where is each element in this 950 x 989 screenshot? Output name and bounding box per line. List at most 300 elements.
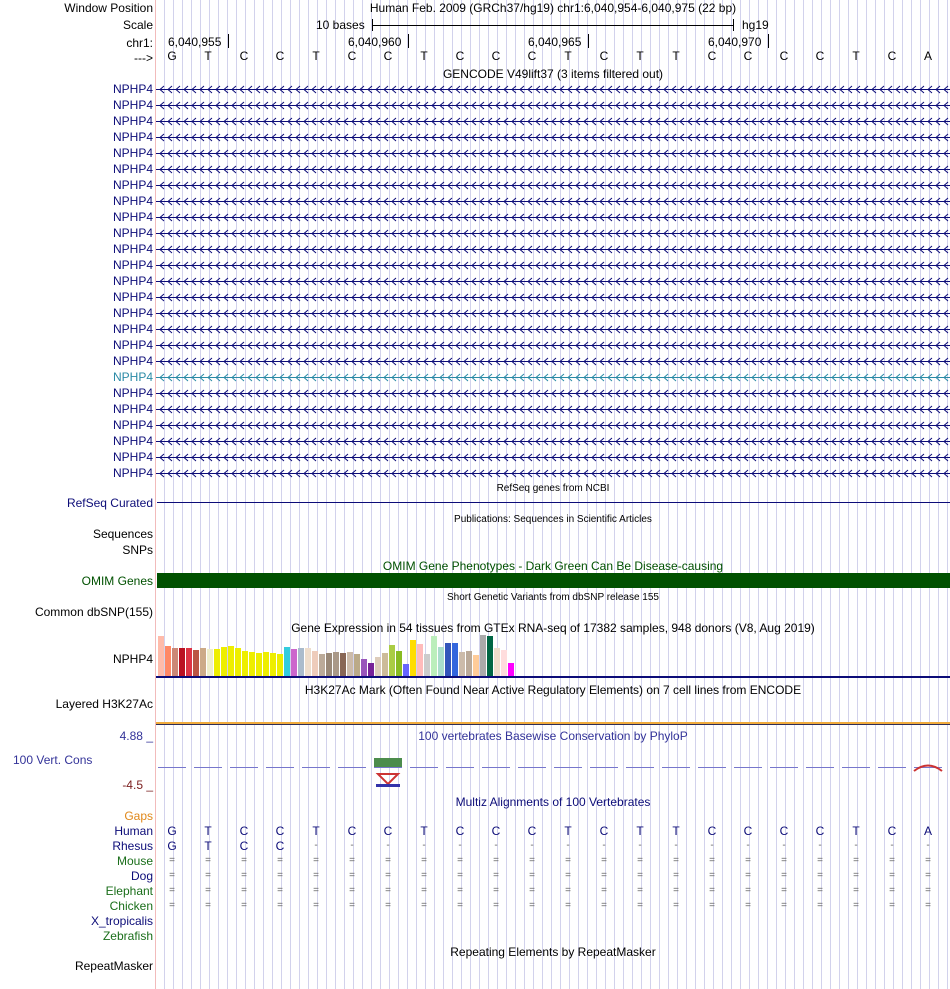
alignment-gap-symbol: =	[601, 900, 607, 911]
gencode-gene-label[interactable]: NPHP4	[112, 178, 153, 192]
alignment-gap-symbol: =	[277, 870, 283, 881]
alignment-base: C	[887, 824, 897, 838]
gtex-tissue-bar[interactable]	[354, 654, 360, 676]
alignment-gap-symbol: =	[205, 870, 211, 881]
gencode-gene-label[interactable]: NPHP4	[112, 82, 153, 96]
omim-gene-bar[interactable]	[157, 573, 950, 588]
alignment-gap-symbol: =	[853, 885, 859, 896]
phylop-zero-line	[374, 767, 402, 768]
omim-label[interactable]: OMIM Genes	[81, 574, 153, 588]
gtex-tissue-bar[interactable]	[340, 653, 346, 676]
gencode-gene-feature[interactable]	[156, 181, 950, 190]
gencode-gene-feature[interactable]	[156, 101, 950, 110]
alignment-gap-symbol: =	[673, 870, 679, 881]
ruler-tick-label: 6,040,970	[708, 35, 762, 49]
multiz-title: Multiz Alignments of 100 Vertebrates	[455, 795, 651, 809]
track-labels-column	[0, 0, 155, 989]
h3k27ac-title: H3K27Ac Mark (Often Found Near Active Regulatory Elements) on 7 cell lines from ENCODE	[304, 683, 802, 697]
gencode-gene-label[interactable]: NPHP4	[112, 306, 153, 320]
gtex-tissue-bar[interactable]	[158, 636, 164, 676]
gencode-gene-label[interactable]: NPHP4	[112, 258, 153, 272]
alignment-gap-symbol: =	[565, 885, 571, 896]
alignment-base: C	[815, 824, 825, 838]
gtex-title: Gene Expression in 54 tissues from GTEx RNA-seq of 17382 samples, 948 donors (V8, Aug 2019)	[291, 621, 815, 635]
alignment-base: T	[204, 824, 212, 838]
sequence-base: T	[852, 49, 860, 63]
alignment-gap-symbol: =	[277, 885, 283, 896]
gtex-tissue-bar[interactable]	[172, 648, 178, 676]
alignment-base: T	[564, 824, 572, 838]
gencode-gene-feature[interactable]	[156, 85, 950, 94]
alignment-base: C	[455, 824, 465, 838]
alignment-gap-symbol: -	[710, 840, 714, 851]
alignment-gap-symbol: -	[386, 840, 390, 851]
gtex-label[interactable]: NPHP4	[112, 652, 153, 666]
gtex-tissue-bar[interactable]	[473, 655, 479, 676]
gencode-gene-feature[interactable]	[156, 453, 950, 462]
alignment-base: A	[923, 824, 932, 838]
gtex-tissue-bar[interactable]	[389, 645, 395, 676]
alignment-gap-symbol: =	[817, 870, 823, 881]
gtex-tissue-bar[interactable]	[375, 657, 381, 676]
gencode-gene-label[interactable]: NPHP4	[112, 98, 153, 112]
dbsnp-label[interactable]: Common dbSNP(155)	[34, 605, 153, 619]
alignment-base: C	[491, 824, 501, 838]
alignment-gap-symbol: -	[890, 840, 894, 851]
alignment-gap-symbol: =	[493, 900, 499, 911]
gtex-tissue-bar[interactable]	[291, 649, 297, 676]
gtex-tissue-bar[interactable]	[165, 646, 171, 676]
alignment-gap-symbol: =	[349, 900, 355, 911]
alignment-base: C	[239, 839, 249, 853]
gencode-gene-feature[interactable]	[156, 149, 950, 158]
alignment-gap-symbol: =	[817, 855, 823, 866]
gencode-gene-feature[interactable]	[156, 261, 950, 270]
alignment-gap-symbol: -	[458, 840, 462, 851]
gencode-gene-label[interactable]: NPHP4	[112, 354, 153, 368]
alignment-gap-symbol: =	[385, 870, 391, 881]
alignment-gap-symbol: =	[925, 885, 931, 896]
gencode-gene-label[interactable]: NPHP4	[112, 402, 153, 416]
gencode-gene-label[interactable]: NPHP4	[112, 226, 153, 240]
alignment-base: C	[275, 839, 285, 853]
gtex-tissue-bar[interactable]	[361, 659, 367, 676]
refseq-line[interactable]	[157, 502, 950, 503]
alignment-gap-symbol: =	[529, 870, 535, 881]
alignment-gap-symbol: =	[241, 870, 247, 881]
alignment-gap-symbol: =	[349, 870, 355, 881]
alignment-base: C	[275, 824, 285, 838]
gencode-gene-feature[interactable]	[156, 341, 950, 350]
window-position-label: Window Position	[64, 1, 153, 15]
phylop-zero-line	[158, 767, 186, 768]
ruler-tick-mark	[228, 34, 229, 48]
alignment-gap-symbol: =	[169, 870, 175, 881]
alignment-gap-symbol: =	[313, 900, 319, 911]
alignment-gap-symbol: =	[601, 885, 607, 896]
gencode-gene-label[interactable]: NPHP4	[112, 386, 153, 400]
phylop-zero-line	[842, 767, 870, 768]
alignment-gap-symbol: =	[205, 900, 211, 911]
gtex-tissue-bar[interactable]	[312, 651, 318, 676]
alignment-gap-symbol: =	[421, 870, 427, 881]
phylop-zero-line	[806, 767, 834, 768]
sequence-base: T	[420, 49, 428, 63]
assembly-position-text: Human Feb. 2009 (GRCh37/hg19) chr1:6,040,954-6,040,975 (22 bp)	[369, 1, 737, 15]
alignment-gap-symbol: =	[601, 855, 607, 866]
alignment-gap-symbol: =	[637, 885, 643, 896]
gencode-gene-feature[interactable]	[156, 213, 950, 222]
gtex-tissue-bar[interactable]	[396, 651, 402, 676]
alignment-gap-symbol: =	[277, 855, 283, 866]
gtex-tissue-bar[interactable]	[193, 650, 199, 676]
gtex-tissue-bar[interactable]	[305, 648, 311, 676]
phylop-zero-line	[446, 767, 474, 768]
alignment-gap-symbol: =	[745, 885, 751, 896]
alignment-gap-symbol: =	[457, 870, 463, 881]
scale-db-text: hg19	[742, 18, 769, 32]
h3k27ac-label[interactable]: Layered H3K27Ac	[55, 697, 153, 711]
alignment-gap-symbol: -	[314, 840, 318, 851]
alignment-gap-symbol: =	[457, 900, 463, 911]
sequence-base: C	[383, 49, 393, 63]
gencode-gene-label[interactable]: NPHP4	[112, 322, 153, 336]
gtex-tissue-bar[interactable]	[270, 653, 276, 676]
alignment-base: T	[852, 824, 860, 838]
sequence-base: C	[275, 49, 285, 63]
browser-image[interactable]	[156, 0, 950, 989]
gtex-tissue-bar[interactable]	[186, 648, 192, 676]
sequence-base: T	[636, 49, 644, 63]
alignment-gap-symbol: =	[421, 885, 427, 896]
gencode-gene-feature[interactable]	[156, 389, 950, 398]
alignment-gap-symbol: =	[205, 855, 211, 866]
alignment-gap-symbol: -	[854, 840, 858, 851]
alignment-gap-symbol: =	[889, 870, 895, 881]
sequences-label[interactable]: Sequences	[92, 527, 153, 541]
gtex-tissue-bar[interactable]	[221, 647, 227, 676]
sequence-base: A	[923, 49, 932, 63]
sequence-base: C	[527, 49, 537, 63]
alignment-gap-symbol: =	[817, 885, 823, 896]
alignment-gap-symbol: =	[637, 870, 643, 881]
gtex-tissue-bar[interactable]	[207, 649, 213, 676]
omim-title: OMIM Gene Phenotypes - Dark Green Can Be Disease-causing	[382, 559, 724, 573]
alignment-gap-symbol: =	[781, 885, 787, 896]
gtex-tissue-bar[interactable]	[410, 640, 416, 676]
species-label[interactable]: Zebrafish	[102, 929, 153, 943]
gtex-baseline	[156, 676, 950, 678]
alignment-base: T	[204, 839, 212, 853]
sequence-base: C	[743, 49, 753, 63]
alignment-gap-symbol: =	[709, 870, 715, 881]
gtex-tissue-bar[interactable]	[179, 648, 185, 676]
gencode-gene-label[interactable]: NPHP4	[112, 130, 153, 144]
gtex-tissue-bar[interactable]	[242, 651, 248, 676]
alignment-gap-symbol: -	[926, 840, 930, 851]
alignment-gap-symbol: =	[241, 900, 247, 911]
alignment-gap-symbol: =	[853, 870, 859, 881]
gtex-tissue-bar[interactable]	[452, 643, 458, 676]
gtex-tissue-bar[interactable]	[494, 648, 500, 676]
phylop-zero-line	[590, 767, 618, 768]
alignment-gap-symbol: =	[493, 885, 499, 896]
alignment-base: T	[672, 824, 680, 838]
gtex-tissue-bar[interactable]	[284, 647, 290, 676]
phylop-score-bar	[374, 758, 402, 768]
gencode-gene-feature[interactable]	[156, 405, 950, 414]
alignment-gap-symbol: =	[709, 885, 715, 896]
gtex-tissue-bar[interactable]	[480, 635, 486, 676]
gtex-tissue-bar[interactable]	[368, 663, 374, 676]
gtex-tissue-bar[interactable]	[403, 664, 409, 676]
gtex-tissue-bar[interactable]	[431, 636, 437, 676]
phylop-zero-line	[302, 767, 330, 768]
alignment-gap-symbol: =	[421, 855, 427, 866]
gencode-gene-feature[interactable]	[156, 437, 950, 446]
species-label[interactable]: X_tropicalis	[90, 914, 153, 928]
gtex-tissue-bar[interactable]	[382, 653, 388, 676]
alignment-gap-symbol: =	[601, 870, 607, 881]
gencode-gene-feature[interactable]	[156, 229, 950, 238]
gtex-tissue-bar[interactable]	[214, 649, 220, 676]
gtex-tissue-bar[interactable]	[438, 647, 444, 676]
species-label[interactable]: Mouse	[116, 854, 153, 868]
gencode-gene-feature[interactable]	[156, 245, 950, 254]
alignment-gap-symbol: =	[673, 885, 679, 896]
gencode-gene-feature[interactable]	[156, 309, 950, 318]
dbsnp-title: Short Genetic Variants from dbSNP release 155	[447, 592, 659, 603]
gtex-tissue-bar[interactable]	[235, 648, 241, 676]
gtex-tissue-bar[interactable]	[347, 652, 353, 676]
gencode-gene-feature[interactable]	[156, 293, 950, 302]
phylop-min-label: -4.5 _	[122, 778, 153, 792]
alignment-gap-symbol: =	[529, 885, 535, 896]
scale-bar	[372, 18, 734, 32]
gtex-tissue-bar[interactable]	[424, 654, 430, 676]
gaps-label: Gaps	[124, 809, 153, 823]
gencode-gene-label[interactable]: NPHP4	[112, 418, 153, 432]
phylop-zero-line	[410, 767, 438, 768]
h3k27ac-layer-dark[interactable]	[156, 724, 950, 725]
phylop-zero-line	[554, 767, 582, 768]
alignment-base: C	[383, 824, 393, 838]
phylop-zero-line	[626, 767, 654, 768]
gencode-gene-feature[interactable]	[156, 117, 950, 126]
scale-label: Scale	[122, 18, 153, 32]
gencode-gene-feature[interactable]	[156, 197, 950, 206]
alignment-gap-symbol: -	[746, 840, 750, 851]
gencode-gene-feature[interactable]	[156, 469, 950, 478]
alignment-gap-symbol: =	[385, 885, 391, 896]
alignment-gap-symbol: =	[493, 870, 499, 881]
alignment-gap-symbol: =	[529, 855, 535, 866]
phylop-zero-line	[266, 767, 294, 768]
alignment-gap-symbol: =	[925, 870, 931, 881]
alignment-gap-symbol: -	[674, 840, 678, 851]
sequence-base: C	[599, 49, 609, 63]
species-label[interactable]: Chicken	[109, 899, 153, 913]
gtex-tissue-bar[interactable]	[256, 653, 262, 676]
alignment-gap-symbol: =	[241, 885, 247, 896]
phylop-zero-line	[230, 767, 258, 768]
alignment-gap-symbol: =	[745, 900, 751, 911]
phylop-zero-line	[482, 767, 510, 768]
alignment-gap-symbol: -	[494, 840, 498, 851]
gtex-tissue-bar[interactable]	[333, 652, 339, 676]
phylop-zero-line	[518, 767, 546, 768]
sequence-base: C	[347, 49, 357, 63]
gencode-title: GENCODE V49lift37 (3 items filtered out)	[442, 67, 664, 81]
gtex-tissue-bar[interactable]	[487, 636, 493, 676]
alignment-base: T	[420, 824, 428, 838]
gtex-tissue-bar[interactable]	[508, 663, 514, 676]
gencode-gene-feature[interactable]	[156, 165, 950, 174]
alignment-gap-symbol: =	[457, 885, 463, 896]
gencode-gene-label[interactable]: NPHP4	[112, 434, 153, 448]
alignment-base: C	[743, 824, 753, 838]
gencode-gene-feature[interactable]	[156, 373, 950, 382]
gtex-tissue-bar[interactable]	[228, 646, 234, 676]
alignment-gap-symbol: -	[422, 840, 426, 851]
species-label[interactable]: Rhesus	[112, 839, 153, 853]
gtex-tissue-bar[interactable]	[263, 652, 269, 676]
gencode-gene-feature[interactable]	[156, 133, 950, 142]
gencode-gene-label[interactable]: NPHP4	[112, 210, 153, 224]
alignment-gap-symbol: =	[313, 870, 319, 881]
gtex-tissue-bar[interactable]	[326, 653, 332, 676]
alignment-gap-symbol: =	[241, 855, 247, 866]
gencode-gene-label[interactable]: NPHP4	[112, 290, 153, 304]
species-label[interactable]: Human	[114, 824, 153, 838]
alignment-base: C	[599, 824, 609, 838]
ruler-tick-label: 6,040,955	[168, 35, 222, 49]
alignment-gap-symbol: =	[781, 855, 787, 866]
alignment-gap-symbol: =	[781, 870, 787, 881]
refseq-label[interactable]: RefSeq Curated	[66, 496, 153, 510]
alignment-gap-symbol: =	[565, 870, 571, 881]
gencode-gene-label[interactable]: NPHP4	[112, 194, 153, 208]
gencode-gene-label[interactable]: NPHP4	[112, 450, 153, 464]
gencode-gene-label[interactable]: NPHP4	[112, 274, 153, 288]
phylop-zero-line	[194, 767, 222, 768]
gencode-gene-label[interactable]: NPHP4	[112, 114, 153, 128]
alignment-gap-symbol: =	[673, 855, 679, 866]
alignment-gap-symbol: =	[385, 900, 391, 911]
species-label[interactable]: Dog	[130, 869, 153, 883]
sequence-base: C	[239, 49, 249, 63]
gencode-gene-feature[interactable]	[156, 325, 950, 334]
gencode-gene-label[interactable]: NPHP4	[112, 370, 153, 384]
alignment-gap-symbol: =	[565, 900, 571, 911]
gencode-gene-label[interactable]: NPHP4	[112, 162, 153, 176]
alignment-base: G	[167, 824, 177, 838]
alignment-gap-symbol: -	[530, 840, 534, 851]
gencode-gene-feature[interactable]	[156, 357, 950, 366]
gencode-gene-label[interactable]: NPHP4	[112, 242, 153, 256]
alignment-gap-symbol: -	[818, 840, 822, 851]
alignment-gap-symbol: =	[457, 855, 463, 866]
ruler-tick-mark	[588, 34, 589, 48]
gtex-tissue-bar[interactable]	[466, 651, 472, 676]
alignment-base: C	[239, 824, 249, 838]
alignment-gap-symbol: =	[565, 855, 571, 866]
gencode-gene-label[interactable]: NPHP4	[112, 466, 153, 480]
alignment-base: G	[167, 839, 177, 853]
sequence-base: T	[204, 49, 212, 63]
phylop-negative-base	[376, 784, 400, 787]
alignment-base: C	[779, 824, 789, 838]
conservation-label[interactable]: 100 Vert. Cons	[13, 753, 93, 767]
sequence-base: T	[564, 49, 572, 63]
alignment-gap-symbol: =	[385, 855, 391, 866]
repeatmasker-label[interactable]: RepeatMasker	[74, 959, 153, 973]
sequence-base: T	[312, 49, 320, 63]
alignment-gap-symbol: =	[169, 855, 175, 866]
alignment-base: T	[312, 824, 320, 838]
ruler-tick-mark	[768, 34, 769, 48]
alignment-base: C	[527, 824, 537, 838]
species-label[interactable]: Elephant	[105, 884, 153, 898]
alignment-gap-symbol: =	[313, 855, 319, 866]
alignment-gap-symbol: =	[709, 900, 715, 911]
alignment-base: C	[347, 824, 357, 838]
alignment-gap-symbol: -	[566, 840, 570, 851]
gtex-tissue-bar[interactable]	[501, 650, 507, 676]
alignment-gap-symbol: =	[169, 900, 175, 911]
alignment-gap-symbol: =	[637, 900, 643, 911]
phylop-zero-line	[878, 767, 906, 768]
snps-label[interactable]: SNPs	[122, 543, 153, 557]
alignment-gap-symbol: =	[889, 885, 895, 896]
gtex-tissue-bar[interactable]	[200, 648, 206, 676]
phylop-zero-line	[770, 767, 798, 768]
phylop-wiggle[interactable]	[156, 740, 950, 800]
phylop-zero-line	[338, 767, 366, 768]
gtex-tissue-bar[interactable]	[445, 643, 451, 676]
gencode-gene-feature[interactable]	[156, 421, 950, 430]
alignment-base: T	[636, 824, 644, 838]
gtex-tissue-bar[interactable]	[459, 652, 465, 676]
gtex-tissue-bar[interactable]	[319, 654, 325, 676]
ruler-tick-mark	[408, 34, 409, 48]
gtex-tissue-bar[interactable]	[277, 654, 283, 676]
gtex-tissue-bar[interactable]	[298, 648, 304, 676]
alignment-gap-symbol: =	[313, 885, 319, 896]
phylop-arc-marker	[914, 766, 942, 772]
gencode-gene-label[interactable]: NPHP4	[112, 146, 153, 160]
alignment-gap-symbol: -	[782, 840, 786, 851]
alignment-gap-symbol: =	[853, 855, 859, 866]
alignment-gap-symbol: =	[277, 900, 283, 911]
gtex-tissue-bar[interactable]	[249, 652, 255, 676]
alignment-gap-symbol: =	[889, 900, 895, 911]
alignment-gap-symbol: =	[529, 900, 535, 911]
phylop-negative-marker	[378, 774, 398, 784]
sequence-base: C	[887, 49, 897, 63]
alignment-gap-symbol: =	[709, 855, 715, 866]
phylop-title: 100 vertebrates Basewise Conservation by PhyloP	[418, 729, 688, 743]
phylop-zero-line	[662, 767, 690, 768]
gencode-gene-label[interactable]: NPHP4	[112, 338, 153, 352]
sequence-base: G	[167, 49, 177, 63]
gencode-gene-feature[interactable]	[156, 277, 950, 286]
gtex-tissue-bar[interactable]	[417, 644, 423, 676]
alignment-gap-symbol: =	[349, 885, 355, 896]
repeatmasker-title: Repeating Elements by RepeatMasker	[450, 945, 656, 959]
ruler-tick-label: 6,040,960	[348, 35, 402, 49]
sequence-base: C	[815, 49, 825, 63]
